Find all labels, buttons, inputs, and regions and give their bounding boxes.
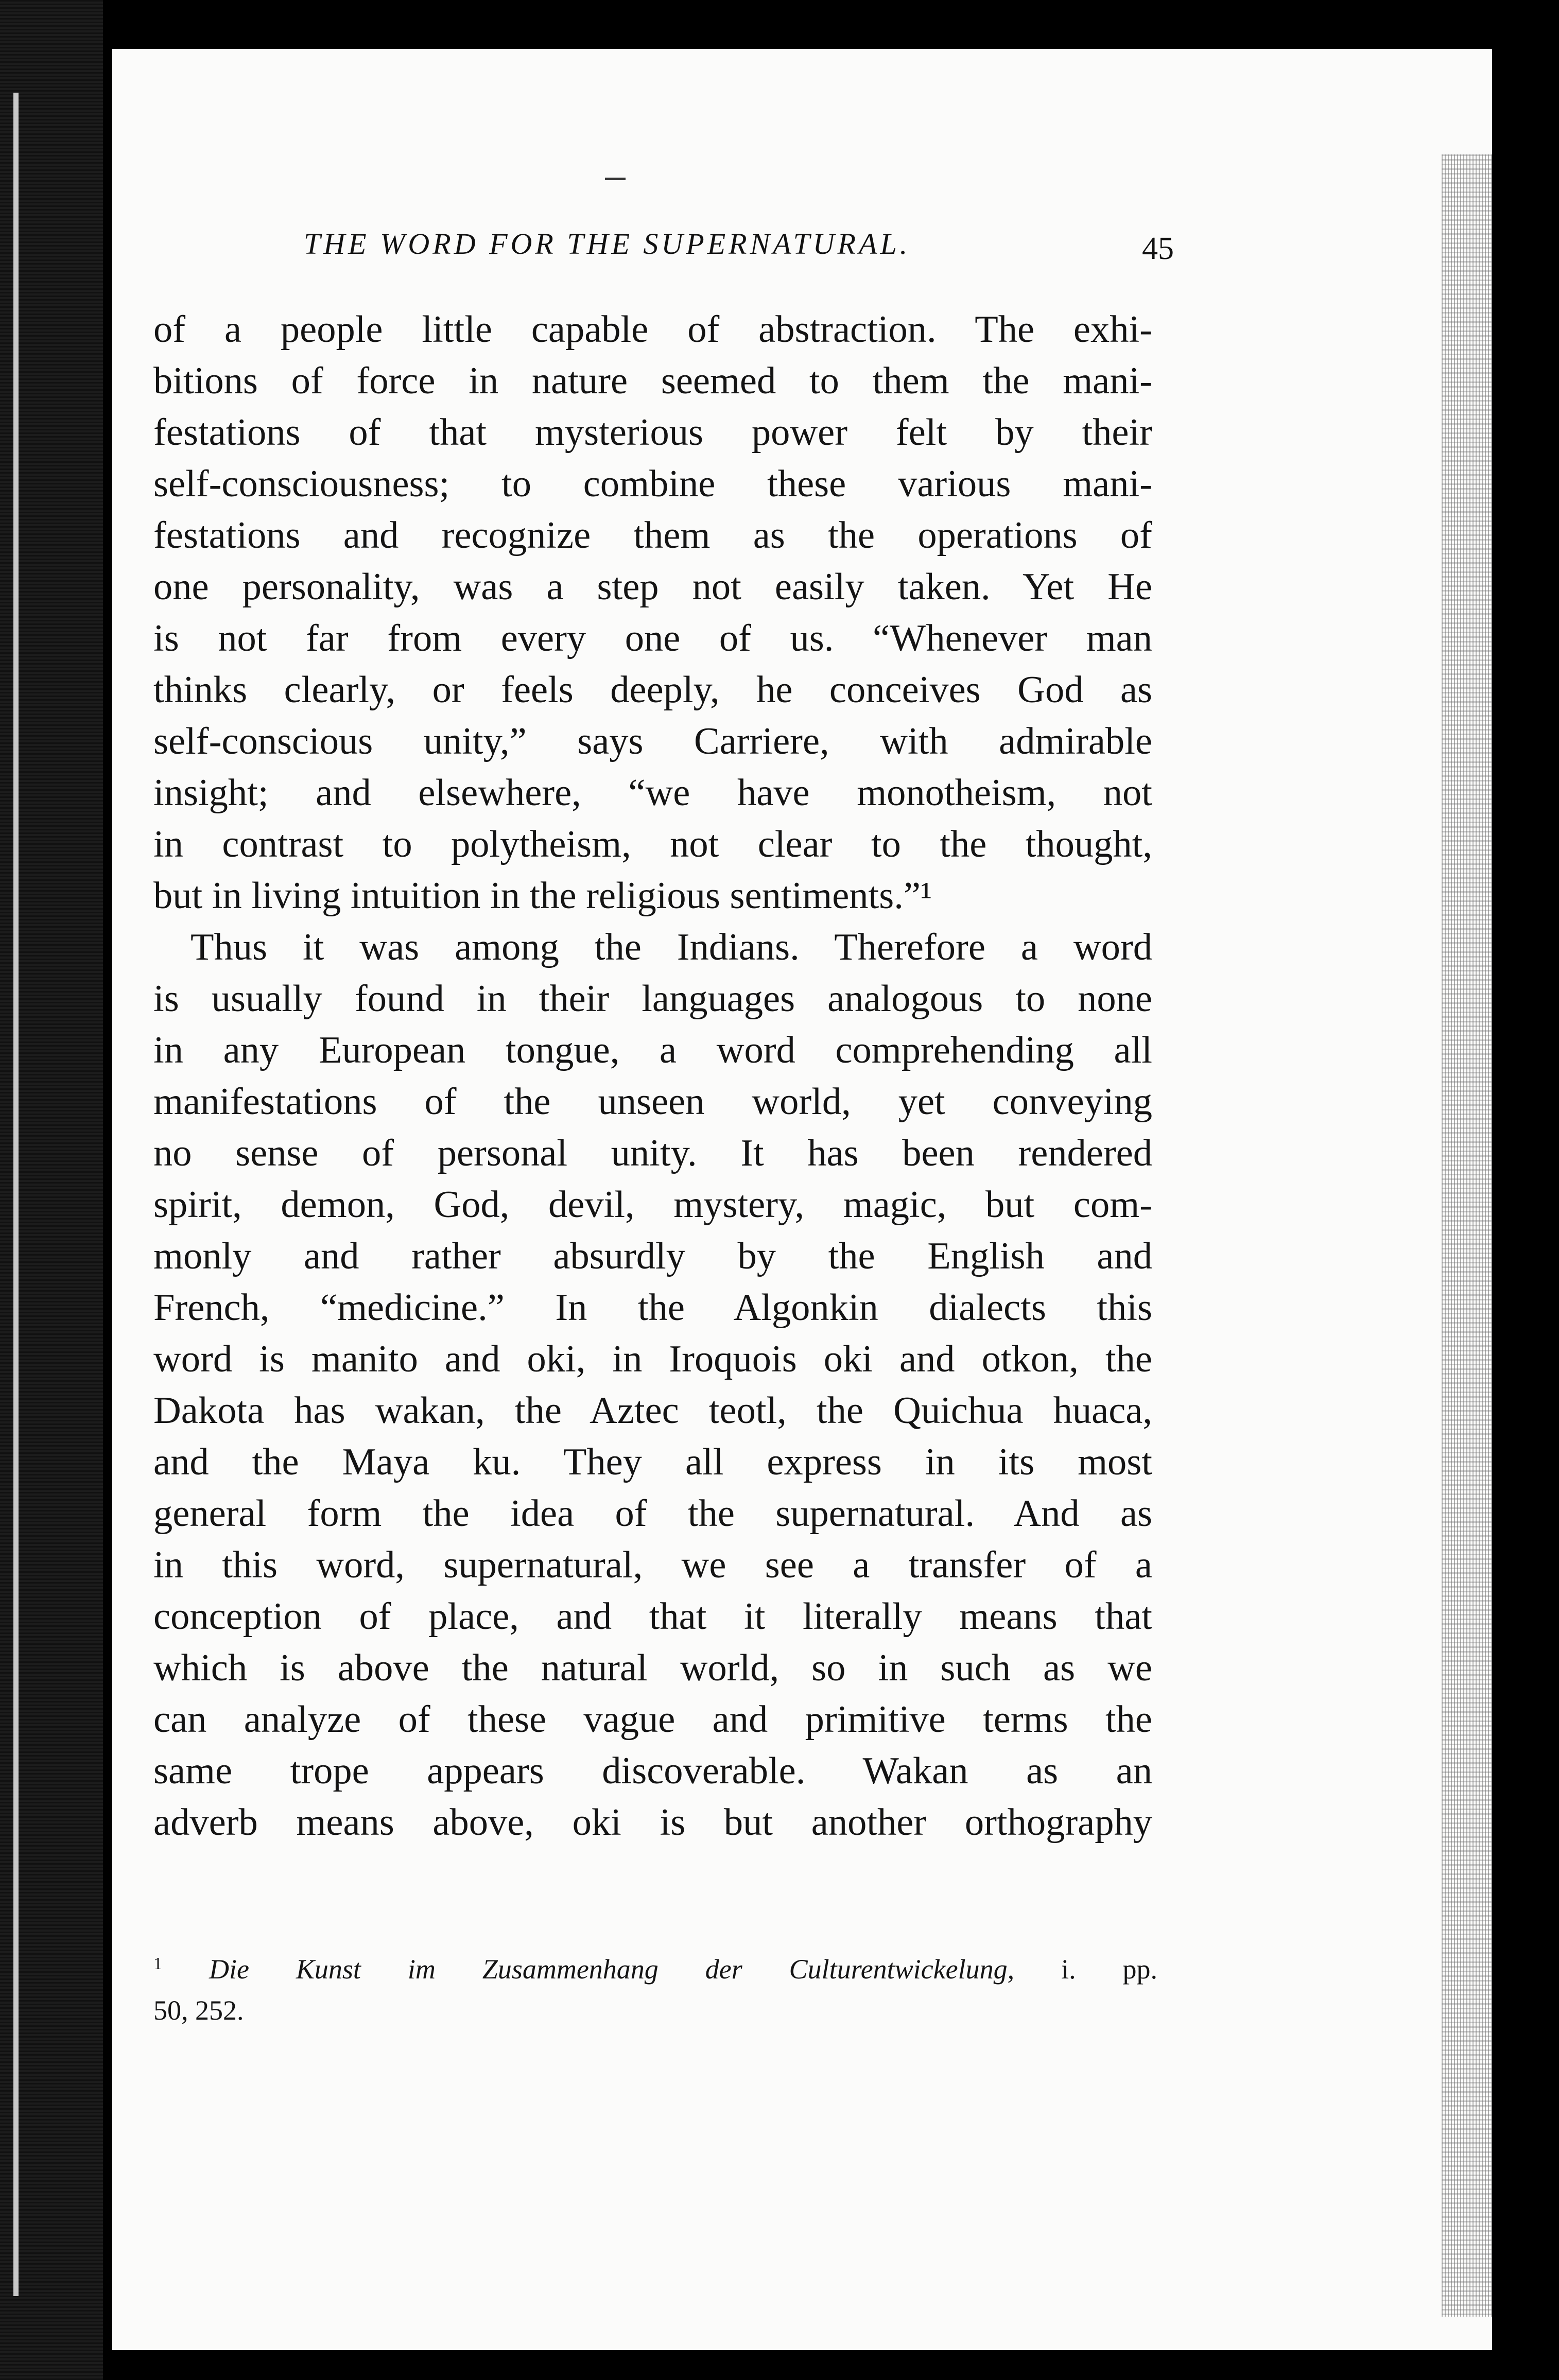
text-line: festations of that mysterious power felt by their [153,411,1152,454]
running-header: THE WORD FOR THE SUPERNATURAL. [304,227,911,260]
stray-mark [605,178,626,180]
footnote-pages-end: 50, 252. [153,1995,244,2026]
text-line: in contrast to polytheism, not clear to the thought, [153,823,1152,865]
text-line: manifestations of the unseen world, yet conveying [153,1081,1152,1123]
page-gutter-shadow [1442,154,1545,2317]
text-line: adverb means above, oki is but another orthography [153,1801,1152,1844]
text-line: self-consciousness; to combine these various mani- [153,463,1152,505]
text-line: monly and rather absurdly by the English and [153,1235,1152,1277]
text-line: spirit, demon, God, devil, mystery, magic, but com- [153,1184,1152,1226]
footnote-title: Die Kunst im Zusammenhang der Culturentwickelung, [209,1954,1015,1985]
text-line: Dakota has wakan, the Aztec teotl, the Quichua huaca, [153,1389,1152,1432]
footnote-line [153,1943,1157,1990]
text-line: insight; and elsewhere, “we have monotheism, not [153,772,1152,814]
text-line: one personality, was a step not easily taken. Yet He [153,566,1152,608]
text-line: thinks clearly, or feels deeply, he conceives God as [153,669,1152,711]
book-binding-edge [0,0,103,2380]
text-line: and the Maya ku. They all express in its most [153,1441,1152,1483]
text-line: which is above the natural world, so in such as we [153,1647,1152,1689]
text-line: is not far from every one of us. “Whenever man [153,617,1152,659]
text-line: but in living intuition in the religious sentiments.”¹ [153,875,932,917]
text-line: in any European tongue, a word comprehending all [153,1029,1152,1071]
text-line: in this word, supernatural, we see a transfer of a [153,1544,1152,1586]
text-line: no sense of personal unity. It has been rendered [153,1132,1152,1174]
text-line: word is manito and oki, in Iroquois oki and otkon, the [153,1338,1152,1380]
footnote [153,1943,1157,2031]
text-line: bitions of force in nature seemed to them the mani- [153,360,1152,402]
text-line: French, “medicine.” In the Algonkin dialects this [153,1287,1152,1329]
text-line: festations and recognize them as the operations of [153,514,1152,557]
text-line: conception of place, and that it literally means that [153,1595,1152,1638]
footnote-pages-start: i. pp. [1061,1954,1158,1985]
page-number: 45 [1142,231,1174,266]
text-line: general form the idea of the supernatural. And as [153,1492,1152,1535]
text-line: self-conscious unity,” says Carriere, with admirable [153,720,1152,762]
text-line: can analyze of these vague and primitive terms the [153,1698,1152,1741]
text-line: of a people little capable of abstraction. The exhi- [153,308,1152,351]
body-text [153,304,1152,1848]
page-stack-edge [13,93,19,2296]
footnote-marker: 1 [153,1954,162,1973]
text-line: is usually found in their languages analogous to none [153,978,1152,1020]
text-line: Thus it was among the Indians. Therefore a word [190,926,1152,968]
text-line: same trope appears discoverable. Wakan as an [153,1750,1152,1792]
